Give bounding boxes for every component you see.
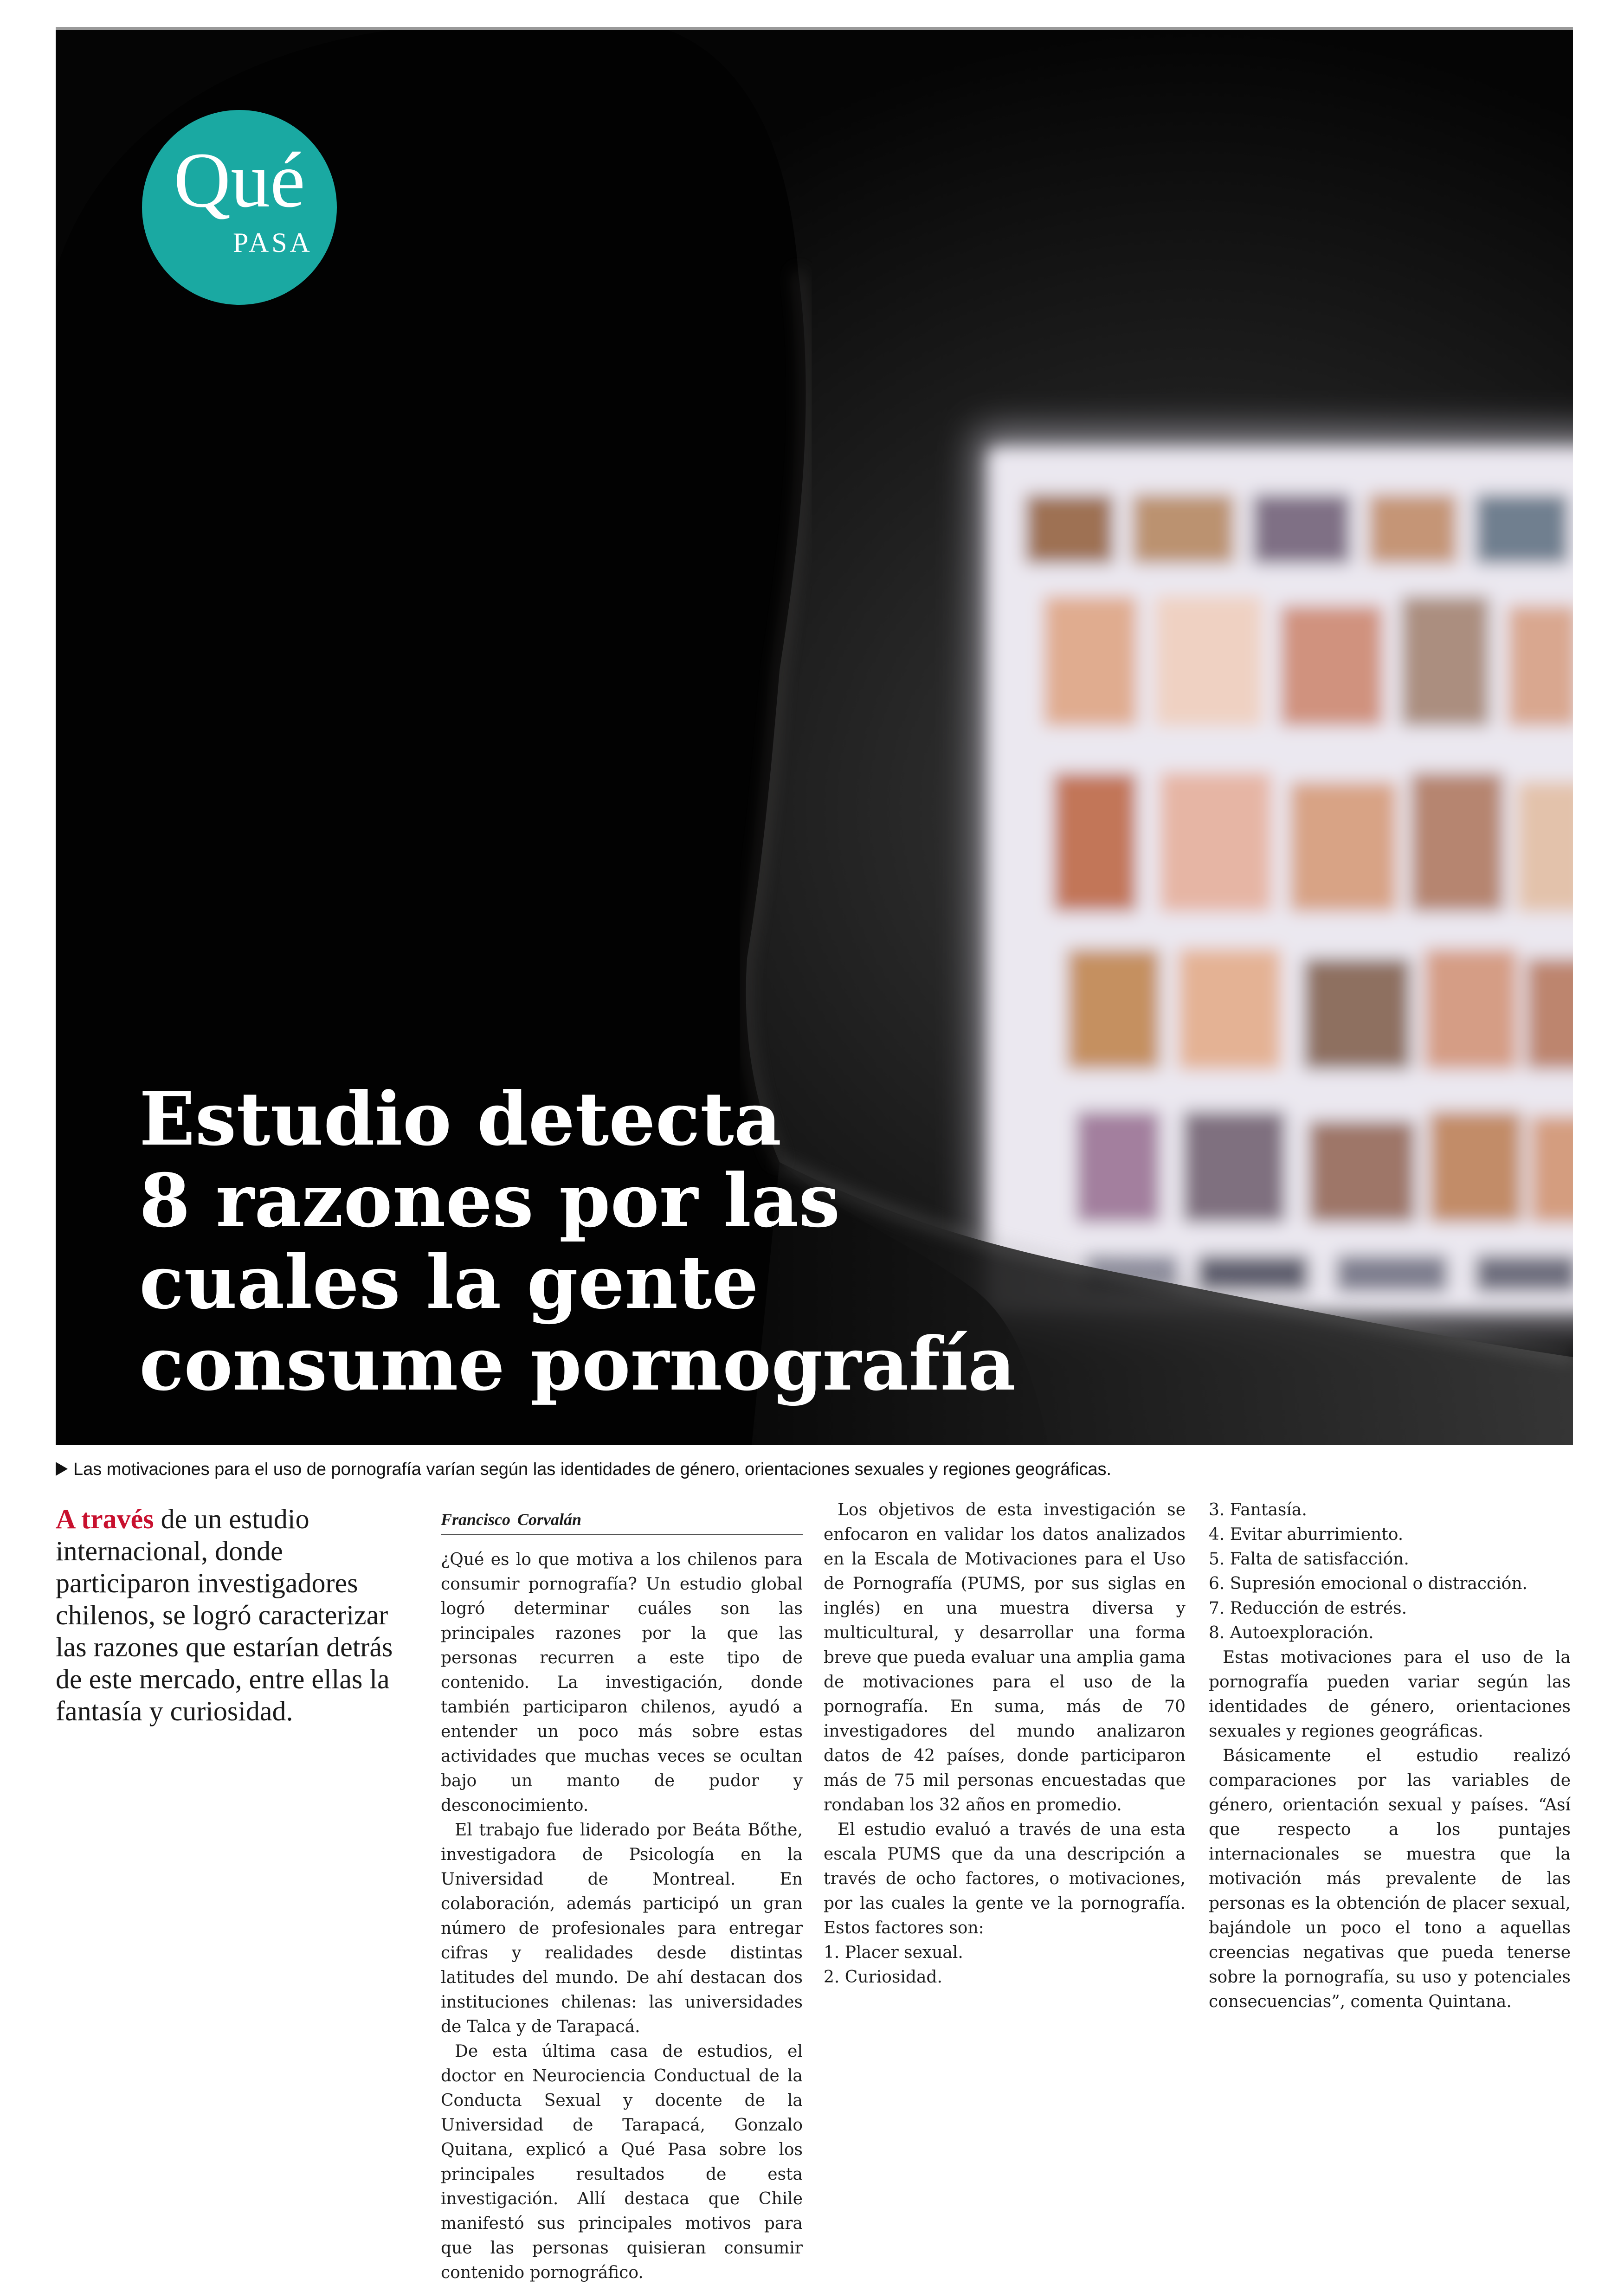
- caption-triangle-icon: [56, 1462, 68, 1476]
- monitor-screen: [988, 448, 1573, 1311]
- headline-line-3: cuales la gente: [139, 1240, 759, 1326]
- list-item: 8. Autoexploración.: [1209, 1623, 1374, 1642]
- body-paragraph-7: Básicamente el estudio realizó comparaciones por las variables de género, orientación sexual y países. “Así que respecto a los puntajes internacionales se muestra que la motivación más prevalente de las personas es la obtención de placer sexual, bajándole un poco el tono a aquellas creencias negativas que pueda tenerse sobre la pornografía, su uso y potenciales consecuencias”, comenta Quintana.: [1209, 1746, 1571, 2011]
- list-item: 5. Falta de satisfacción.: [1209, 1550, 1409, 1569]
- headline-line-2: 8 razones por las: [139, 1158, 840, 1244]
- caption-text: Las motivaciones para el uso de pornografía varían según las identidades de género, orientaciones sexuales y regiones geográficas.: [73, 1460, 1112, 1479]
- photo-caption: [56, 1458, 1573, 1481]
- article-column-1: [441, 1508, 803, 2285]
- headline-line-4: consume pornografía: [139, 1321, 1016, 1407]
- factors-list-part-2: [1209, 1498, 1571, 1645]
- body-paragraph-1: ¿Qué es lo que motiva a los chilenos para consumir pornografía? Un estudio global logró determinar cuáles son las principales razones por la que las personas recurren a este tipo de contenido. La investigación, donde también participaron chilenos, ayudó a entender un poco más sobre estas actividades que muchas veces se ocultan bajo un manto de pudor y desconocimiento.: [441, 1550, 803, 1815]
- headline: [139, 1076, 1021, 1407]
- hero-photo: [56, 30, 1573, 1445]
- lead-paragraph: [56, 1503, 418, 1727]
- article-column-3: [1209, 1498, 1571, 2014]
- badge-title: Qué: [174, 136, 305, 224]
- headline-line-1: Estudio detecta: [139, 1076, 782, 1162]
- list-item: 2. Curiosidad.: [824, 1968, 942, 1987]
- lead-text: de un estudio internacional, donde participaron investigadores chilenos, se logró caracterizar las razones que estarían detrás de este mercado, entre ellas la fantasía y curiosidad.: [56, 1504, 393, 1726]
- factors-list-part-1: [824, 1940, 1186, 1989]
- top-rule: [56, 27, 1573, 30]
- body-paragraph-4: Los objetivos de esta investigación se enfocaron en validar los datos analizados en la Escala de Motivaciones para el Uso de Pornografía (PUMS, por sus siglas en inglés) en una muestra diversa y multicultural, y desarrollar una forma breve que pueda evaluar una amplia gama de motivaciones para el uso de la pornografía. En suma, más de 70 investigadores del mundo analizaron datos de 42 países, donde participaron más de 75 mil personas encuestadas que rondaban los 32 años en promedio.: [824, 1500, 1186, 1815]
- list-item: 1. Placer sexual.: [824, 1943, 963, 1962]
- article-column-2: [824, 1498, 1186, 1989]
- que-pasa-badge: [142, 110, 337, 305]
- badge-subtitle: PASA: [233, 227, 313, 258]
- lead-accent: A través: [56, 1504, 154, 1534]
- body-paragraph-2: El trabajo fue liderado por Beáta Bőthe, investigadora de Psicología en la Universidad de Montreal. En colaboración, además participó un gran número de profesionales para entregar cifras y realidades desde distintas latitudes del mundo. De ahí destacan dos instituciones chilenas: las universidades de Talca y de Tarapacá.: [441, 1821, 803, 2036]
- list-item: 7. Reducción de estrés.: [1209, 1599, 1407, 1618]
- body-paragraph-3: De esta última casa de estudios, el doctor en Neurociencia Conductual de la Conducta Sexual y docente de la Universidad de Tarapacá, Gonzalo Quitana, explicó a Qué Pasa sobre los principales resultados de esta investigación. Allí destaca que Chile manifestó sus principales motivos para que las personas quisieran consumir contenido pornográfico.: [441, 2042, 803, 2282]
- list-item: 3. Fantasía.: [1209, 1500, 1307, 1519]
- body-paragraph-5: El estudio evaluó a través de una esta escala PUMS que da una descripción a través de ocho factores, o motivaciones, por las cuales la gente ve la pornografía. Estos factores son:: [824, 1820, 1186, 1937]
- byline: Francisco Corvalán: [441, 1508, 803, 1535]
- body-paragraph-6: Estas motivaciones para el uso de la pornografía pueden variar según las identidades de género, orientaciones sexuales y regiones geográficas.: [1209, 1648, 1571, 1741]
- list-item: 6. Supresión emocional o distracción.: [1209, 1574, 1527, 1593]
- list-item: 4. Evitar aburrimiento.: [1209, 1525, 1404, 1544]
